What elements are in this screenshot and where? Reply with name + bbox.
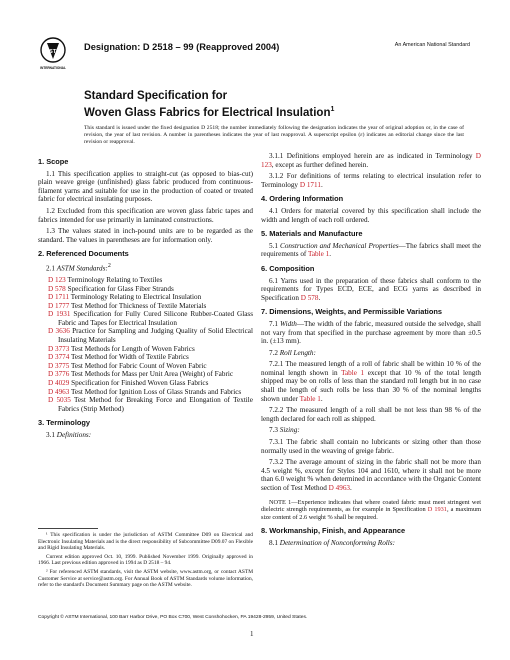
table-link[interactable]: Table 1 — [307, 250, 330, 259]
paragraph-1-1: 1.1 This specification applies to straight-cut (as opposed to bias-cut) plain weave greige (unfinished) glass fabric produced from continuous-filament yarns and suitable for use in the production of coated or treated fabric for electrical insulating purposes. — [38, 169, 253, 204]
footnote-1-edition: Current edition approved Oct. 10, 1999. Published November 1999. Originally approved in 1966. Last previous edition approved in 1994 as D 2518 – 94. — [38, 553, 253, 567]
footnote-1: ¹ This specification is under the jurisdiction of ASTM Committee D09 on Electrical and Electronic Insulating Materials and is the direct responsibility of Subcommittee D09.07 on Flexible and Rigid Insulating Materials. — [38, 532, 253, 552]
reference-link[interactable]: D 3636 — [48, 327, 70, 336]
reference-link[interactable]: D 1777 — [48, 301, 70, 310]
paragraph-7-2-1: 7.2.1 The measured length of a roll of fabric shall be within 10 % of the nominal length shown in Table 1 except that 10 % of the total length shipped may be on rolls of less than the standard roll length but in no case shall the length of such rolls be less than 30 % of the nominal lengths shown under Table 1. — [261, 360, 481, 403]
paragraph-3-1-2: 3.1.2 For definitions of terms relating to electrical insulation refer to Terminology D 1711. — [261, 172, 481, 189]
copyright-notice: Copyright © ASTM International, 100 Barr Harbor Drive, PO Box C700, West Conshohocken, PA 19428-2959, United States. — [38, 615, 308, 620]
designation: Designation: D 2518 – 99 (Reapproved 2004) — [84, 42, 280, 52]
paragraph-7-1: 7.1 Width—The width of the fabric, measured outside the selvedge, shall not vary from that specified in the purchase agreement by more than ±0.5 in. (±13 mm). — [261, 319, 481, 346]
page-number: 1 — [250, 630, 254, 638]
footnotes — [38, 532, 253, 591]
section-composition-heading: 6. Composition — [261, 263, 315, 273]
section-terminology-heading: 3. Terminology — [38, 418, 91, 428]
table-link[interactable]: Table 1 — [341, 368, 365, 377]
paragraph-3-1: 3.1 Definitions: — [46, 431, 92, 440]
reference-link[interactable]: D 123 — [261, 152, 481, 169]
paragraph-1-2: 1.2 Excluded from this specification are woven glass fabric tapes and fabrics intended for use primarily in laminated constructions. — [38, 206, 253, 224]
section-dimensions-heading: 7. Dimensions, Weights, and Permissible Variations — [261, 307, 442, 317]
reference-link[interactable]: D 1711 — [48, 293, 70, 302]
reference-link[interactable]: D 4029 — [48, 379, 70, 388]
title-line-2: Woven Glass Fabrics for Electrical Insulation$^1$ — [84, 106, 335, 119]
reference-item: D 3775 Test Method for Fabric Count of Woven Fabric — [48, 361, 207, 370]
reference-item: D 5035 Test Method for Breaking Force and Elongation of Textile Fabrics (Strip Method) — [48, 396, 253, 413]
footnote-2: ² For referenced ASTM standards, visit the ASTM website, www.astm.org, or contact ASTM Customer Service at service@astm.org. For Annual Book of ASTM Standards volume information, refer to the standard's Document Summary page on the ASTM website. — [38, 568, 253, 589]
section-workmanship-heading: 8. Workmanship, Finish, and Appearance — [261, 526, 406, 536]
paragraph-5-1: 5.1 Construction and Mechanical Properties—The fabrics shall meet the requirements of Table 1. — [261, 241, 482, 259]
reference-link[interactable]: D 3775 — [48, 361, 70, 370]
paragraph-8-1: 8.1 Determination of Nonconforming Rolls: — [269, 538, 395, 547]
section-scope-heading: 1. Scope — [38, 157, 69, 166]
reference-item: D 4029 Specification for Finished Woven Glass Fabrics — [48, 379, 209, 388]
paragraph-7-2-2: 7.2.2 The measured length of a roll shall be not less than 98 % of the length declared for each roll as shipped. — [261, 406, 481, 423]
note-1: NOTE 1—Experience indicates that where coated fabric must meet stringent wet dielectric strength requirements, as for example in Specification D 1931, a maximum size content of 2.6 weight % shall be required. — [261, 498, 481, 521]
section-references-heading: 2. Referenced Documents — [38, 249, 129, 259]
paragraph-7-3: 7.3 Sizing: — [269, 426, 300, 435]
reference-link[interactable]: D 123 — [48, 275, 66, 284]
national-standard-label: An American National Standard — [394, 42, 470, 48]
paragraph-1-3: 1.3 The values stated in inch-pound units are to be regarded as the standard. The values in parentheses are for information only. — [38, 227, 253, 244]
logo-text: INTERNATIONAL — [40, 66, 66, 70]
reference-link[interactable]: D 4963 — [328, 484, 351, 492]
reference-item: D 1777 Test Method for Thickness of Textile Materials — [48, 301, 207, 310]
svg-text:ASTM: ASTM — [45, 49, 61, 55]
reference-item: D 3774 Test Method for Width of Textile Fabrics — [48, 353, 189, 362]
reference-item: D 4963 Test Method for Ignition Loss of Glass Strands and Fabrics — [48, 387, 242, 396]
reference-link[interactable]: D 3774 — [48, 353, 70, 362]
paragraph-7-3-2: 7.3.2 The average amount of sizing in the fabric shall not be more than 4.5 weight %, except for Styles 104 and 1610, where it shall not be more than 6.0 weight % when determined in accordance with the Organic Content section of Test Method D 4963. — [261, 458, 481, 492]
title-footnote-marker[interactable]: 1 — [330, 106, 335, 113]
paragraph-3-1-1: 3.1.1 Definitions employed herein are as indicated in Terminology D 123, except as further defined herein. — [261, 152, 481, 169]
left-column — [38, 152, 253, 443]
reference-list — [38, 276, 253, 414]
document-title — [84, 90, 334, 120]
reference-link[interactable]: D 3776 — [48, 370, 70, 379]
reference-link[interactable]: D 578 — [48, 284, 66, 293]
right-column — [261, 152, 481, 551]
astm-logo — [38, 36, 68, 72]
paragraph-6-1: 6.1 Yarns used in the preparation of these fabrics shall conform to the requirements for Types ECD, ECE, and ECG yarns as described in Specification D 578. — [261, 276, 481, 302]
reference-item: D 123 Terminology Relating to Textiles — [48, 275, 163, 284]
footnote-marker-2[interactable]: 2 — [107, 262, 111, 269]
reference-link[interactable]: D 4963 — [48, 387, 70, 396]
paragraph-4-1: 4.1 Orders for material covered by this specification shall include the width and length of each roll ordered. — [261, 206, 481, 224]
reference-link[interactable]: D 1711 — [299, 180, 321, 189]
reference-item: D 1931 Specification for Fully Cured Silicone Rubber-Coated Glass Fabric and Tapes for Electrical Insulation — [48, 310, 253, 327]
paragraph-2-1: 2.1 ASTM Standards:$^2$ — [46, 262, 111, 273]
reference-link[interactable]: D 5035 — [48, 396, 71, 405]
reference-item: D 3773 Test Methods for Length of Woven Fabrics — [48, 344, 195, 353]
reference-item: D 1711 Terminology Relating to Electrical Insulation — [48, 293, 202, 302]
footnote-divider — [38, 528, 98, 529]
reference-link[interactable]: D 1931 — [48, 310, 71, 319]
reference-link[interactable]: D 1931 — [427, 506, 447, 514]
title-line-1: Standard Specification for — [84, 90, 228, 102]
reference-link[interactable]: D 3773 — [48, 344, 70, 353]
reference-item: D 3776 Test Methods for Mass per Unit Area (Weight) of Fabric — [48, 370, 234, 379]
paragraph-7-2: 7.2 Roll Length: — [269, 348, 316, 357]
reference-item: D 578 Specification for Glass Fiber Strands — [48, 284, 174, 293]
reference-item: D 3636 Practice for Sampling and Judging Quality of Solid Electrical Insulating Materials — [48, 327, 253, 345]
paragraph-7-3-1: 7.3.1 The fabric shall contain no lubricants or sizing other than those normally used in the weaving of greige fabric. — [261, 438, 481, 455]
reference-link[interactable]: D 578 — [300, 293, 319, 302]
issuance-notice: This standard is issued under the fixed designation D 2518; the number immediately following the designation indicates the year of original adoption or, in the case of revision, the year of last revision. A number in parentheses indicates the year of last reapproval. A superscript epsilon (ε) indicates an editorial change since the last revision or reapproval. — [84, 125, 464, 145]
table-link[interactable]: Table 1 — [299, 394, 321, 403]
section-materials-heading: 5. Materials and Manufacture — [261, 229, 363, 239]
section-ordering-heading: 4. Ordering Information — [261, 194, 344, 204]
